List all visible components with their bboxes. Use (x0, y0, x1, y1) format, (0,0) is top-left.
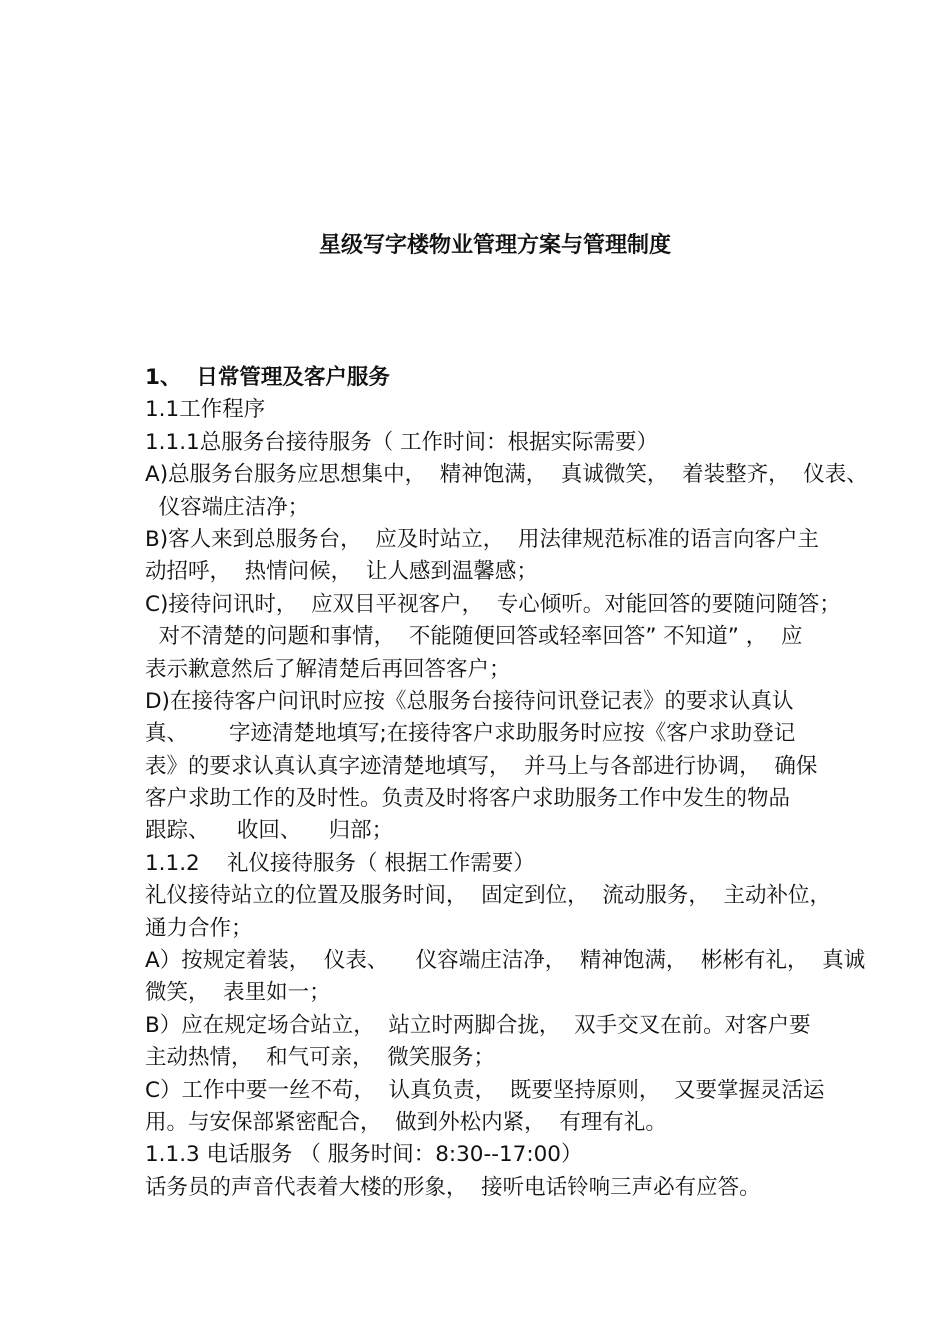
paragraph-line: A)总服务台服务应思想集中， 精神饱满， 真诚微笑， 着装整齐， 仪表、 (145, 462, 868, 488)
paragraph-line: 通力合作； (145, 915, 253, 941)
paragraph-line: B)客人来到总服务台， 应及时站立， 用法律规范标准的语言向客户主 (145, 526, 819, 552)
paragraph-line: 主动热情， 和气可亲， 微笑服务； (145, 1045, 495, 1071)
paragraph-line: 客户求助工作的及时性。负责及时将客户求助服务工作中发生的物品 (145, 786, 791, 812)
paragraph-line: 礼仪接待站立的位置及服务时间， 固定到位， 流动服务， 主动补位， (145, 883, 832, 909)
subsection-heading: 1.1工作程序 (145, 397, 266, 423)
document-title: 星级写字楼物业管理方案与管理制度 (318, 233, 671, 258)
paragraph-line: A）按规定着装， 仪表、 仪容端庄洁净， 精神饱满， 彬彬有礼， 真诚 (145, 948, 866, 974)
paragraph-line: 仪容端庄洁净； (145, 494, 310, 520)
paragraph-line: 表示歉意然后了解清楚后再回答客户； (145, 656, 511, 682)
subsection-heading: 1.1.3 电话服务 （ 服务时间：8:30--17:00） (145, 1142, 583, 1168)
paragraph-line: 用。与安保部紧密配合， 做到外松内紧， 有理有礼。 (145, 1109, 667, 1135)
paragraph-line: 跟踪、 收回、 归部； (145, 818, 394, 844)
paragraph-line: C)接待问讯时， 应双目平视客户， 专心倾听。对能回答的要随问随答； (145, 591, 841, 617)
paragraph-line: 真、 字迹清楚地填写;在接待客户求助服务时应按《客户求助登记 (145, 721, 796, 747)
paragraph-line: 话务员的声音代表着大楼的形象， 接听电话铃响三声必有应答。 (145, 1174, 761, 1200)
paragraph-line: 对不清楚的问题和事情， 不能随便回答或轻率回答” 不知道” ， 应 (145, 624, 803, 650)
paragraph-line: D)在接待客户问讯时应按《总服务台接待问讯登记表》的要求认真认 (145, 688, 794, 714)
paragraph-line: B）应在规定场合站立， 站立时两脚合拢， 双手交叉在前。对客户要 (145, 1012, 811, 1038)
section-heading: 1、 日常管理及客户服务 (145, 365, 390, 390)
paragraph-line: 表》的要求认真认真字迹清楚地填写， 并马上与各部进行协调， 确保 (145, 753, 818, 779)
paragraph-line: 微笑， 表里如一； (145, 980, 331, 1006)
paragraph-line: 动招呼， 热情问候， 让人感到温馨感； (145, 559, 538, 585)
subsection-heading: 1.1.2 礼仪接待服务（ 根据工作需要） (145, 850, 535, 876)
subsection-heading: 1.1.1总服务台接待服务（ 工作时间：根据实际需要） (145, 429, 659, 455)
paragraph-line: C）工作中要一丝不苟， 认真负责， 既要坚持原则， 又要掌握灵活运 (145, 1077, 825, 1103)
document-body (145, 362, 868, 1204)
